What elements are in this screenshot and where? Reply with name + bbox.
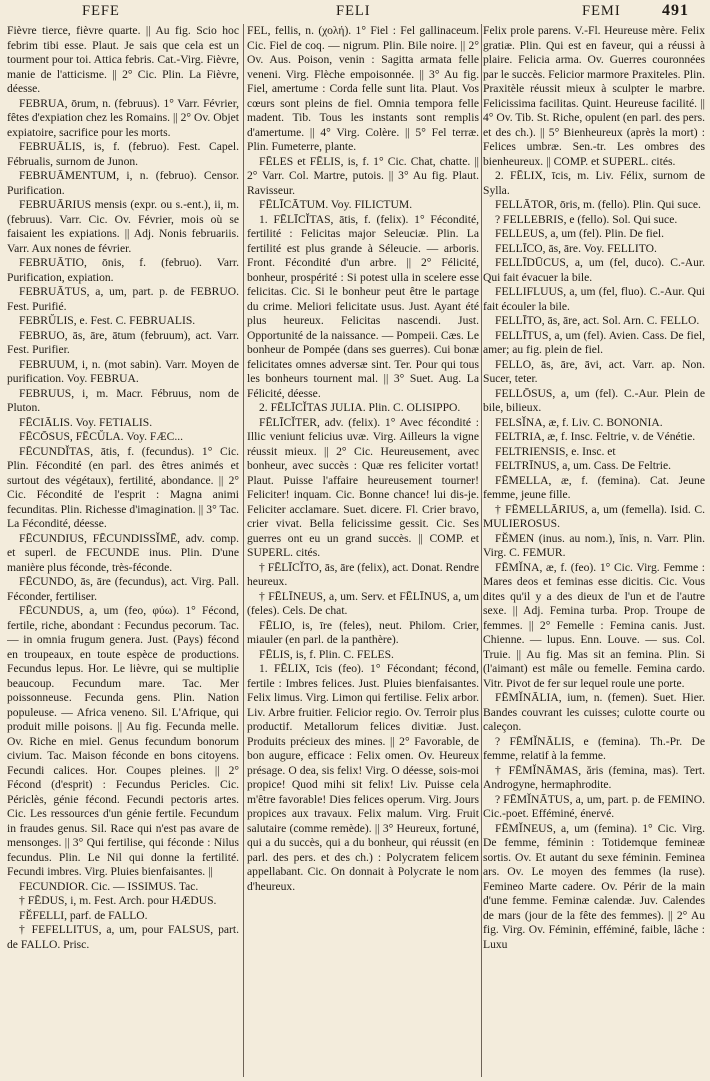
dictionary-entry: FEBRUĀMENTUM, i, n. (februo). Censor. Purification. — [7, 169, 239, 197]
dictionary-entry: ? FĒMĬNĀLIS, e (femina). Th.-Pr. De femme, relatif à la femme. — [483, 734, 705, 762]
dictionary-entry: FELLEUS, a, um (fel). Plin. De fiel. — [495, 227, 665, 240]
dictionary-entry: † FEFELLITUS, a, um, pour FALSUS, part. de FALLO. Prisc. — [7, 923, 239, 951]
dictionary-entry: FĒMĬNA, æ, f. (feo). 1° Cic. Virg. Femme : Mares deos et feminas esse dicitis. Cic. Vous dites qu'il y a des dieux de l'un et de l'autre sexe. || Adj. Femina turba. Prop. Troupe de femmes. || 2° Femelle : Femina canis. Just. Chienne. — lupus. Enn. Louve. — sus. Col. Truie. || Au fig. Mas sit an femina. Plin. Si (l'aimant) est mâle ou femelle. Femina cardo. Vitr. Pivot de fer sur lequel roule une porte. — [483, 560, 705, 690]
dictionary-entry: † FĒMĬNĀMAS, ăris (femina, mas). Tert. Androgyne, hermaphrodite. — [483, 763, 705, 791]
dictionary-entry: FĒLIO, is, īre (feles), neut. Philom. Crier, miauler (en parl. de la panthère). — [247, 618, 479, 646]
dictionary-entry: FĒCŌSUS, FĒCŬLA. Voy. FÆC... — [19, 430, 184, 443]
dictionary-entry: Felix prole parens. V.-Fl. Heureuse mère. Felix gratiæ. Plin. Qui est en faveur, qui a réussi à plaire. Felicia arma. Ov. Guerres couronnées par le succès. Felicior marmore Praxiteles. Plin. Praxitèle réussit mieux à sculpter le marbre. Felicissima facilitas. Quint. Heureuse facilité. || 4° Ov. Tib. St. Riche, opulent (en parl. des pers. et des ch.). || 5° Bienheureux (après la mort) : Felices umbræ. Sen.-tr. Les ombres des bienheureux. || COMP. et SUPERL. cités. — [483, 24, 705, 168]
dictionary-entry: † FĒLĪCĬTO, ās, āre (felix), act. Donat. Rendre heureux. — [247, 560, 479, 588]
dictionary-entry: † FĒLĪNEUS, a, um. Serv. et FĒLĪNUS, a, um (feles). Cels. De chat. — [247, 589, 479, 617]
dictionary-entry: FĒCUNDĬTAS, ātis, f. (fecundus). 1° Cic. Plin. Fécondité (en parl. des êtres animés et surtout des végétaux), fertilité, abondance. || 2° Cic. Fécondité de l'esprit : Magna animi fecunditas. Plin. Richesse d'imagination. || 3° Tac. La Fécondité, déesse. — [7, 444, 239, 530]
dictionary-entry: FĒCUNDO, ās, āre (fecundus), act. Virg. Pall. Féconder, fertiliser. — [7, 575, 239, 603]
dictionary-entry: ? FELLEBRIS, e (fello). Sol. Qui suce. — [495, 212, 678, 226]
dictionary-entry: FĒMELLA, æ, f. (femina). Cat. Jeune femme, jeune fille. — [483, 473, 705, 501]
dictionary-entry: FELLIFLUUS, a, um (fel, fluo). C.-Aur. Qui fait écouler la bile. — [483, 285, 705, 313]
running-head-right: FEMI — [582, 3, 621, 19]
dictionary-entry: FEL, fellis, n. (χολή). 1° Fiel : Fel gallinaceum. Cic. Fiel de coq. — nigrum. Plin. Bile noire. || 2° Ov. Aus. Poison, venin : Sagitta armata felle veneni. Virg. Flèche empoisonnée. || 3° Au fig. Fiel, amertume : Corda felle sunt lita. Plaut. Vos cœurs sont pleins de fiel. Omnia tempora felle madent. Tib. Tous les instants sont remplis d'amertume. || 4° Virg. Colère. || 5° Fel terræ. Plin. Fumeterre, plante. — [247, 24, 479, 153]
running-head-left: FEFE — [82, 3, 120, 19]
dictionary-entry: FĒLĪCĀTUM. Voy. FILICTUM. — [259, 198, 413, 211]
running-head-center: FELI — [336, 3, 371, 19]
dictionary-entry: 2. FĒLIX, īcis, m. Liv. Félix, surnom de Sylla. — [483, 169, 705, 197]
dictionary-entry: FEBRUĀTIO, ōnis, f. (februo). Varr. Purification, expiation. — [7, 256, 239, 284]
dictionary-entry: FELLO, ās, āre, āvi, act. Varr. ap. Non. Sucer, teter. — [483, 357, 705, 385]
dictionary-entry: FĔMEN (inus. au nom.), ĭnis, n. Varr. Plin. Virg. C. FEMUR. — [483, 531, 705, 559]
text-column-1 — [7, 24, 239, 1079]
dictionary-entry: FEBRUĀLIS, is, f. (februo). Fest. Capel. Fébrualis, surnom de Junon. — [7, 140, 239, 168]
dictionary-entry: 1. FĒLIX, īcis (feo). 1° Fécondant; fécond, fertile : Imbres felices. Just. Pluies bienfaisantes. Felix limus. Virg. Limon qui fertilise. Felix arbor. Liv. Arbre fruitier. Felicior regio. Ov. Terroir plus productif. Metallorum felices divitiæ. Just. Produits précieux des mines. || 2° Favorable, de bon augure, efficace : Felix omen. Ov. Heureux présage. O dea, sis felix! Virg. O déesse, sois-moi propice! Quod mihi sit felix! Liv. Puisse cela m'être favorable! Dies felices operum. Virg. Jours propices aux travaux. Felix malum. Virg. Fruit salutaire (comme remède). || 3° Heureux, fortuné, qui a du succès, qui a du bonheur, qui réussit (en parl. des pers. et des ch.) : Polycratem felicem appellabant. Cic. On donnait à Polycrate le nom d'heureux. — [247, 662, 479, 893]
dictionary-entry: Fièvre tierce, fièvre quarte. || Au fig. Scio hoc febrim tibi esse. Plaut. Je sais que cela est un tourment pour toi. Attica febris. Cat.-Virg. Fièvre, manie de l'atticisme. || 2° Cic. Plin. La Fièvre, déesse. — [7, 24, 239, 95]
dictionary-entry: FEBRUUM, i, n. (mot sabin). Varr. Moyen de purification. Voy. FEBRUA. — [7, 357, 239, 385]
dictionary-entry: † FĒDUS, i, m. Fest. Arch. pour HÆDUS. — [19, 894, 217, 907]
dictionary-entry: FELLĪTO, ās, āre, act. Sol. Arn. C. FELLO. — [495, 314, 700, 327]
dictionary-entry: FELLĪCO, ās, āre. Voy. FELLITO. — [495, 241, 657, 255]
dictionary-entry: FEBRUĀTUS, a, um, part. p. de FEBRUO. Fest. Purifié. — [7, 285, 239, 313]
dictionary-entry: FĒLIS, is, f. Plin. C. FELES. — [259, 647, 394, 661]
dictionary-entry: FECUNDIOR. Cic. — ISSIMUS. Tac. — [19, 879, 199, 893]
dictionary-entry: FEBRUUS, i, m. Macr. Fébruus, nom de Pluton. — [7, 386, 239, 414]
dictionary-entry: FEBRUO, ās, āre, ātum (februum), act. Varr. Fest. Purifier. — [7, 328, 239, 356]
dictionary-entry: FELTRIENSIS, e. Insc. et — [495, 444, 616, 458]
dictionary-entry: FEBRUĀRIUS mensis (expr. ou s.-ent.), ii, m. (februus). Varr. Cic. Ov. Février, mois où se faisaient les expiations. || Adj. Nonis februariis. Varr. Aux nones de février. — [7, 198, 239, 255]
dictionary-entry: FĒCUNDIUS, FĒCUNDISSĬMĒ, adv. comp. et superl. de FECUNDE inus. Plin. D'une manière plus féconde, très-féconde. — [7, 531, 239, 574]
dictionary-entry: FELLĪTUS, a, um (fel). Avien. Cass. De fiel, amer; au fig. plein de fiel. — [483, 328, 705, 356]
column-divider — [243, 24, 244, 1077]
dictionary-entry: 2. FĒLĪCĬTAS JULIA. Plin. C. OLISIPPO. — [259, 401, 461, 414]
dictionary-entry: FELLĀTOR, ōris, m. (fello). Plin. Qui suce. — [495, 198, 701, 211]
dictionary-entry: FĔFELLI, parf. de FALLO. — [19, 908, 148, 922]
dictionary-entry: FELSĬNA, æ, f. Liv. C. BONONIA. — [495, 415, 663, 429]
dictionary-entry: FEBRŬLIS, e. Fest. C. FEBRUALIS. — [19, 314, 196, 327]
dictionary-entry: FĒCIĀLIS. Voy. FETIALIS. — [19, 415, 153, 429]
column-divider — [481, 24, 482, 1077]
dictionary-entry: FELTRĪNUS, a, um. Cass. De Feltrie. — [495, 459, 672, 472]
dictionary-entry: FĒLES et FĒLIS, is, f. 1° Cic. Chat, chatte. || 2° Varr. Col. Martre, putois. || 3° Au fig. Plaut. Ravisseur. — [247, 154, 479, 197]
dictionary-entry: FĒMĬNĀLIA, ium, n. (femen). Suet. Hier. Bandes couvrant les cuisses; culotte courte ou caleçon. — [483, 691, 705, 733]
dictionary-entry: 1. FĒLĪCĬTAS, ātis, f. (felix). 1° Fécondité, fertilité : Felicitas major Seleuciæ. Plin. La fertilité est plus grande à Séleucie. — arboris. Front. Fécondité d'un arbre. || 2° Félicité, bonheur, prospérité : Si potest ulla in scelere esse felicitas. Cic. Si le bonheur peut être le partage du crime. Meliori felicitate usus. Just. Ayant été plus heureux. Felicitas nascendi. Just. Opportunité de la naissance. — Pompeii. Cæs. Le bonheur de Pompée (dans ses guerres). Cui bonæ felicitates omnes adversæ sint. Ter. Pour qui tous les bonheurs tournent mal. || 3° Suet. Aug. La Félicité, déesse. — [247, 212, 479, 400]
dictionary-entry: FĒLĪCĬTER, adv. (felix). 1° Avec fécondité : Illic veniunt felicius uvæ. Virg. Ailleurs la vigne réussit mieux. || 2° Cic. Heureusement, avec bonheur, avec succès : Quæ res feliciter vortat! Plaut. Puisse l'affaire heureusement tourner! Feliciter! inquam. Cic. Bonne chance! lui dis-je. Feliciter acclamare. Suet. dicere. Fl. Crier bravo, crier vivat. Bella felicissime gessit. Cic. Ses guerres ont eu un grand succès. || COMP. et SUPERL. cités. — [247, 415, 479, 559]
dictionary-entry: FELTRIA, æ, f. Insc. Feltrie, v. de Vénétie. — [495, 430, 696, 443]
dictionary-entry: FELLĪDŪCUS, a, um (fel, duco). C.-Aur. Qui fait évacuer la bile. — [483, 256, 705, 284]
dictionary-entry: FELLŌSUS, a, um (fel). C.-Aur. Plein de bile, bilieux. — [483, 386, 705, 414]
dictionary-entry: FĒMĬNEUS, a, um (femina). 1° Cic. Virg. De femme, féminin : Totidemque femineæ sortis. Ov. Et autant du sexe féminin. Feminea ars. Ov. Le moyen des femmes (la ruse). Femineo Marte cadere. Ov. Périr de la main d'une femme. Feminæ calendæ. Juv. Calendes de mars (jour de la fête des femmes). || 2° Au fig. Virg. Ov. Féminin, efféminé, faible, lâche : Luxu — [483, 821, 705, 951]
text-column-3 — [483, 24, 705, 1079]
text-column-2 — [247, 24, 479, 1079]
dictionary-entry: ? FĒMĬNĀTUS, a, um, part. p. de FEMINO. Cic.-poet. Efféminé, énervé. — [483, 792, 705, 820]
dictionary-entry: † FĒMELLĀRIUS, a, um (femella). Isid. C. MULIEROSUS. — [483, 502, 705, 530]
dictionary-entry: FĒCUNDUS, a, um (feo, φύω). 1° Fécond, fertile, riche, abondant : Fecundus pecorum. Tac. — in omnia frugum genera. Just. (Pays) fécond en troupeaux, en toute espèce de productions. Fecundus lepus. Hor. Le lièvre, qui se multiplie beaucoup. Fecundum mare. Tac. Mer poissonneuse. Fecunda gens. Plin. Nation populeuse. — Africa veneno. Sil. L'Afrique, qui produit mille poisons. || Au fig. Fecunda melle. Ov. Riche en miel. Genus fecundum bonorum civium. Tac. Maison féconde en bons citoyens. Fecundi calices. Hor. Coupes pleines. || 2° Fécond (d'esprit) : Fecundus Pericles. Cic. Périclès, génie fécond. Fecundi pectoris artes. Cic. Les ressources d'un génie fertile. Fecundum in fraudes genus. Sil. Race qui n'est pas avare de mensonges. || 3° Qui fertilise, qui féconde : Nilus fecundus. Plin. Le Nil qui donne la fertilité. Fecundi imbres. Virg. Pluies bienfaisantes. || — [7, 604, 239, 878]
page-number: 491 — [662, 2, 689, 19]
dictionary-entry: FEBRUA, ōrum, n. (februus). 1° Varr. Février, fêtes d'expiation chez les Romains. || 2° Ov. Objet expiatoire, sacrifice pour les morts. — [7, 96, 239, 139]
